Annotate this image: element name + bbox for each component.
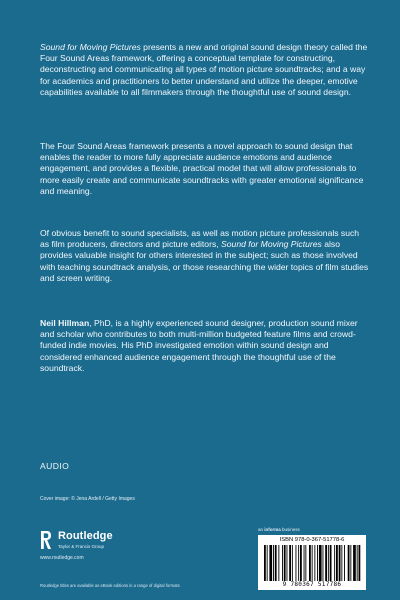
barcode-bar	[289, 545, 291, 581]
barcode-bar	[298, 545, 299, 581]
description-paragraph-2	[40, 141, 370, 197]
barcode-bar	[344, 545, 345, 581]
barcode-bar	[267, 545, 268, 581]
author-bio-text: , PhD, is a highly experienced sound designer, production sound mixer and scholar who contributes to both multi-million budgeted feature films and crowd-funded indie movies. His PhD investigated emotion within sound design and considered enhanced audience engagement through the thoughtful use of the soundtrack.	[40, 318, 358, 373]
barcode-bar	[284, 545, 286, 581]
subject-category: AUDIO	[40, 461, 70, 471]
barcode-bar	[350, 545, 351, 581]
barcode-bar	[312, 545, 313, 581]
description-paragraph-1	[40, 42, 370, 98]
barcode-bar	[314, 545, 315, 581]
barcode-bar	[328, 545, 329, 581]
paragraph-text: also provides valuable insight for others interested in the subject; such as those involved with teaching soundtrack analysis, or those researching the wider topics of film studies and screen writing.	[40, 239, 369, 283]
barcode-bar	[353, 545, 356, 581]
barcode-panel	[258, 535, 366, 590]
publisher-name: Routledge	[58, 530, 113, 542]
isbn-label: ISBN 978-0-367-51778-6	[279, 537, 345, 543]
barcode-bar	[341, 545, 342, 581]
barcode-bar	[359, 545, 361, 581]
barcode-bar	[317, 545, 318, 581]
author-name: Neil Hillman	[40, 318, 90, 328]
barcode-bar	[319, 545, 322, 581]
author-bio	[40, 318, 370, 374]
paragraph-text: Of obvious benefit to sound specialists, as well as motion picture professionals such as film producers, directors and picture editors,	[40, 228, 360, 250]
barcode-bar	[278, 545, 279, 581]
barcode-bar	[300, 545, 302, 581]
publisher-logo	[40, 530, 170, 575]
book-title-italic: Sound for Moving Pictures	[221, 239, 322, 250]
barcode-bar	[264, 545, 266, 581]
barcode-bar	[357, 545, 358, 581]
barcode-bar	[273, 545, 274, 581]
paragraph-text: The Four Sound Areas framework presents a novel approach to sound design that enables the reader to more fully appreciate audience emotions and audience engagement, and provides a flexible, practical model that will allow professionals to more easily create and communicate soundtracks with greater emotional significance and meaning.	[40, 141, 364, 196]
informa-business-label: an informa business	[258, 527, 300, 532]
barcode-image	[264, 545, 362, 581]
barcode-bar	[348, 545, 350, 581]
publisher-website: www.routledge.com	[40, 555, 84, 561]
barcode-bar	[330, 545, 332, 581]
barcode-bar	[269, 545, 272, 581]
ean-number: 9 780367 517786	[282, 581, 342, 588]
routledge-r-icon	[40, 530, 52, 550]
barcode-bar	[305, 545, 306, 581]
barcode-bar	[292, 545, 293, 581]
barcode-bar	[309, 545, 311, 581]
ebook-availability-note: Routledge titles are available as eBook editions in a range of digital formats	[40, 583, 180, 588]
barcode-bar	[334, 545, 335, 581]
barcode-bar	[304, 545, 305, 581]
barcode-bar	[275, 545, 277, 581]
barcode-bar	[323, 545, 324, 581]
description-paragraph-3	[40, 228, 370, 284]
paragraph-text: presents a new and original sound design theory called the Four Sound Areas framework, offering a conceptual template for constructing, deconstructing and communicating all types of motion picture soundtracks; and a way for academics and practitioners to better understand and utilize the deeper, emotive capabilities available to all filmmakers through the thoughtful use of sound design.	[40, 42, 368, 97]
barcode-bar	[339, 545, 341, 581]
cover-image-credit: Cover image: © Jena Ardell / Getty Images	[40, 496, 135, 502]
barcode-bar	[325, 545, 327, 581]
publisher-group: Taylor & Francis Group	[58, 544, 105, 549]
book-title-italic: Sound for Moving Pictures	[40, 42, 141, 52]
informa-brand: informa	[264, 527, 281, 532]
barcode-bar	[296, 545, 297, 581]
barcode-bar	[282, 545, 283, 581]
barcode-bar	[287, 545, 288, 581]
barcode-bar	[336, 545, 338, 581]
